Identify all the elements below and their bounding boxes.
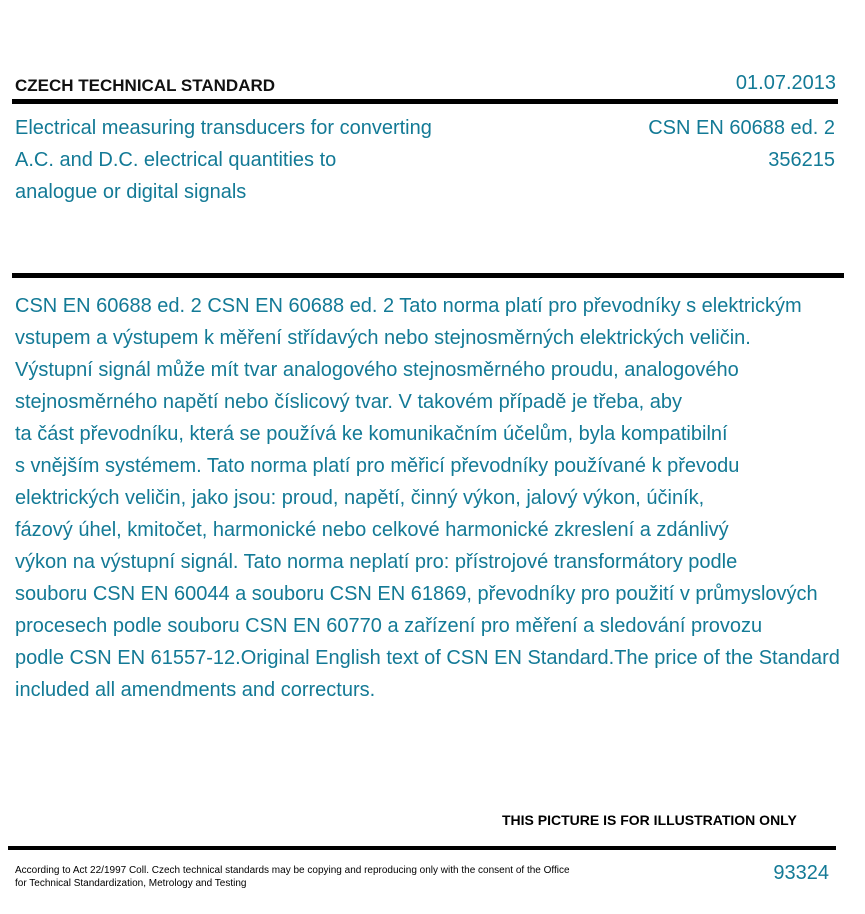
legal-line: for Technical Standardization, Metrology and Testing bbox=[15, 878, 247, 889]
abstract-line: procesech podle souboru CSN EN 60770 a zařízení pro měření a sledování provozu bbox=[15, 615, 763, 637]
abstract-line: stejnosměrného napětí nebo číslicový tvar. V takovém případě je třeba, aby bbox=[15, 391, 683, 413]
abstract-line: ta část převodníku, která se používá ke komunikačním účelům, byla kompatibilní bbox=[15, 423, 728, 445]
standard-title-line: analogue or digital signals bbox=[15, 181, 247, 203]
legal-notice bbox=[15, 864, 570, 890]
abstract-text bbox=[15, 290, 865, 706]
document-number: 93324 bbox=[773, 862, 829, 884]
abstract-line: included all amendments and correcturs. bbox=[15, 679, 376, 701]
abstract-line: vstupem a výstupem k měření střídavých nebo stejnosměrných elektrických veličin. bbox=[15, 327, 751, 349]
header-label: CZECH TECHNICAL STANDARD bbox=[15, 76, 276, 95]
standard-code: CSN EN 60688 ed. 2 bbox=[648, 117, 835, 139]
publication-date: 01.07.2013 bbox=[735, 72, 836, 94]
section-rule bbox=[12, 273, 844, 278]
abstract-line: Výstupní signál může mít tvar analogového stejnosměrného proudu, analogového bbox=[15, 359, 739, 381]
abstract-line: podle CSN EN 61557-12.Original English text of CSN EN Standard.The price of the Standard bbox=[15, 647, 840, 669]
legal-line: According to Act 22/1997 Coll. Czech technical standards may be copying and reproducing only with the consent of the Office bbox=[15, 865, 570, 876]
abstract-line: fázový úhel, kmitočet, harmonické nebo celkové harmonické zkreslení a zdánlivý bbox=[15, 519, 729, 541]
abstract-line: s vnějším systémem. Tato norma platí pro měřicí převodníky používané k převodu bbox=[15, 455, 740, 477]
abstract-line: souboru CSN EN 60044 a souboru CSN EN 61869, převodníky pro použití v průmyslových bbox=[15, 583, 818, 605]
abstract-line: CSN EN 60688 ed. 2 CSN EN 60688 ed. 2 Tato norma platí pro převodníky s elektrickým bbox=[15, 295, 802, 317]
standard-title-line: A.C. and D.C. electrical quantities to bbox=[15, 149, 337, 171]
abstract-line: elektrických veličin, jako jsou: proud, napětí, činný výkon, jalový výkon, účiník, bbox=[15, 487, 705, 509]
abstract-line: výkon na výstupní signál. Tato norma neplatí pro: přístrojové transformátory podle bbox=[15, 551, 738, 573]
header-rule bbox=[12, 99, 838, 104]
class-number: 356215 bbox=[768, 149, 835, 171]
illustration-note: THIS PICTURE IS FOR ILLUSTRATION ONLY bbox=[502, 812, 797, 828]
standard-title-line: Electrical measuring transducers for converting bbox=[15, 117, 432, 139]
footer-rule bbox=[8, 846, 836, 850]
